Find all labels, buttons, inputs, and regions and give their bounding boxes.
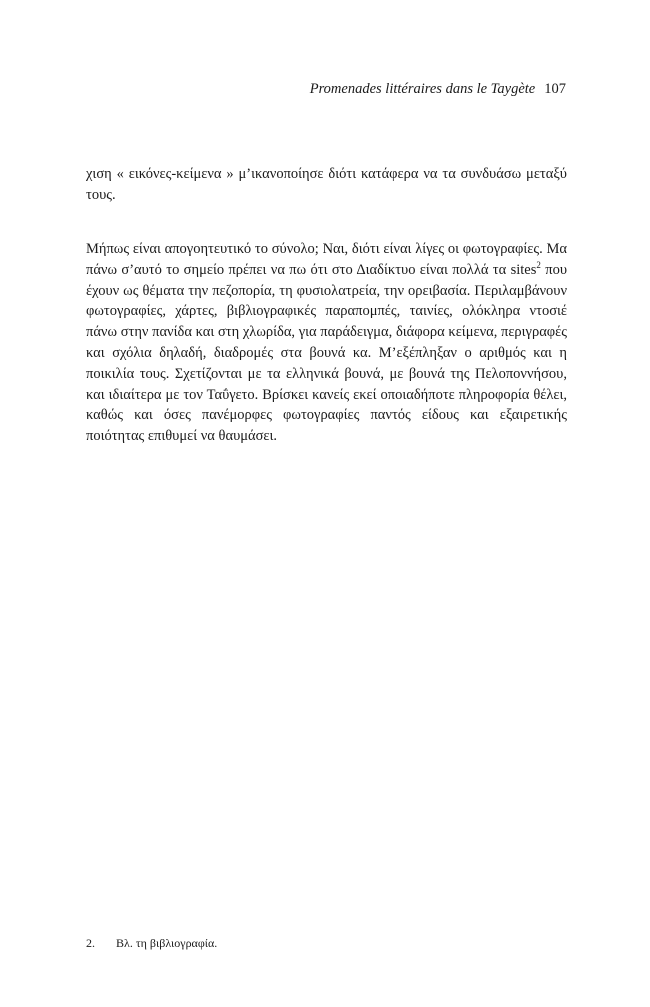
page-number: 107: [544, 81, 566, 97]
paragraph-2-text-start: Μήπως είναι απογοητευτικό το σύνολο; Ναι, διότι είναι λίγες οι φωτογραφίες. Μα πάνω σ’αυτό το σημείο πρέπει να πω ότι στο Διαδίκτυο είναι πολλά τα sites: [86, 241, 567, 278]
running-header: [310, 80, 566, 98]
paragraph-2-text-end: που έχουν ως θέματα την πεζοπορία, τη φυσιολατρεία, την ορειβασία. Περιλαμβάνουν φωτογραφίες, χάρτες, βιβλιογραφικές παραπομπές, ταινίες, ολόκληρα ντοσιέ πάνω στην πανίδα και στη χλωρίδα, για παράδειγμα, διάφορα κείμενα, περιγραφές και σχόλια δηλαδή, διαδρομές στα βουνά κα. Μ’εξέπληξαν ο αριθμός και η ποικιλία τους. Σχετίζονται με τα ελληνικά βουνά, με βουνά της Πελοποννήσου, και ιδιαίτερα με τον Ταΰγετο. Βρίσκει κανείς εκεί οποιαδήποτε πληροφορία θέλει, καθώς και όσες πανέμορφες φωτογραφίες παντός είδους και εξαιρετικής ποιότητας επιθυμεί να θαυμάσει.: [86, 261, 568, 445]
footnote-number: 2.: [86, 936, 95, 950]
body-paragraph-1: χιση « εικόνες-κείμενα » μ’ικανοποίησε διότι κατάφερα να τα συνδυάσω μεταξύ τους.: [86, 166, 567, 203]
footnote: [86, 935, 567, 951]
footnote-text: Βλ. τη βιβλιογραφία.: [116, 936, 218, 950]
footnote-reference: 2: [536, 259, 541, 270]
body-paragraph-2: [86, 239, 567, 447]
running-header-title: Promenades littéraires dans le Taygète: [309, 81, 536, 97]
